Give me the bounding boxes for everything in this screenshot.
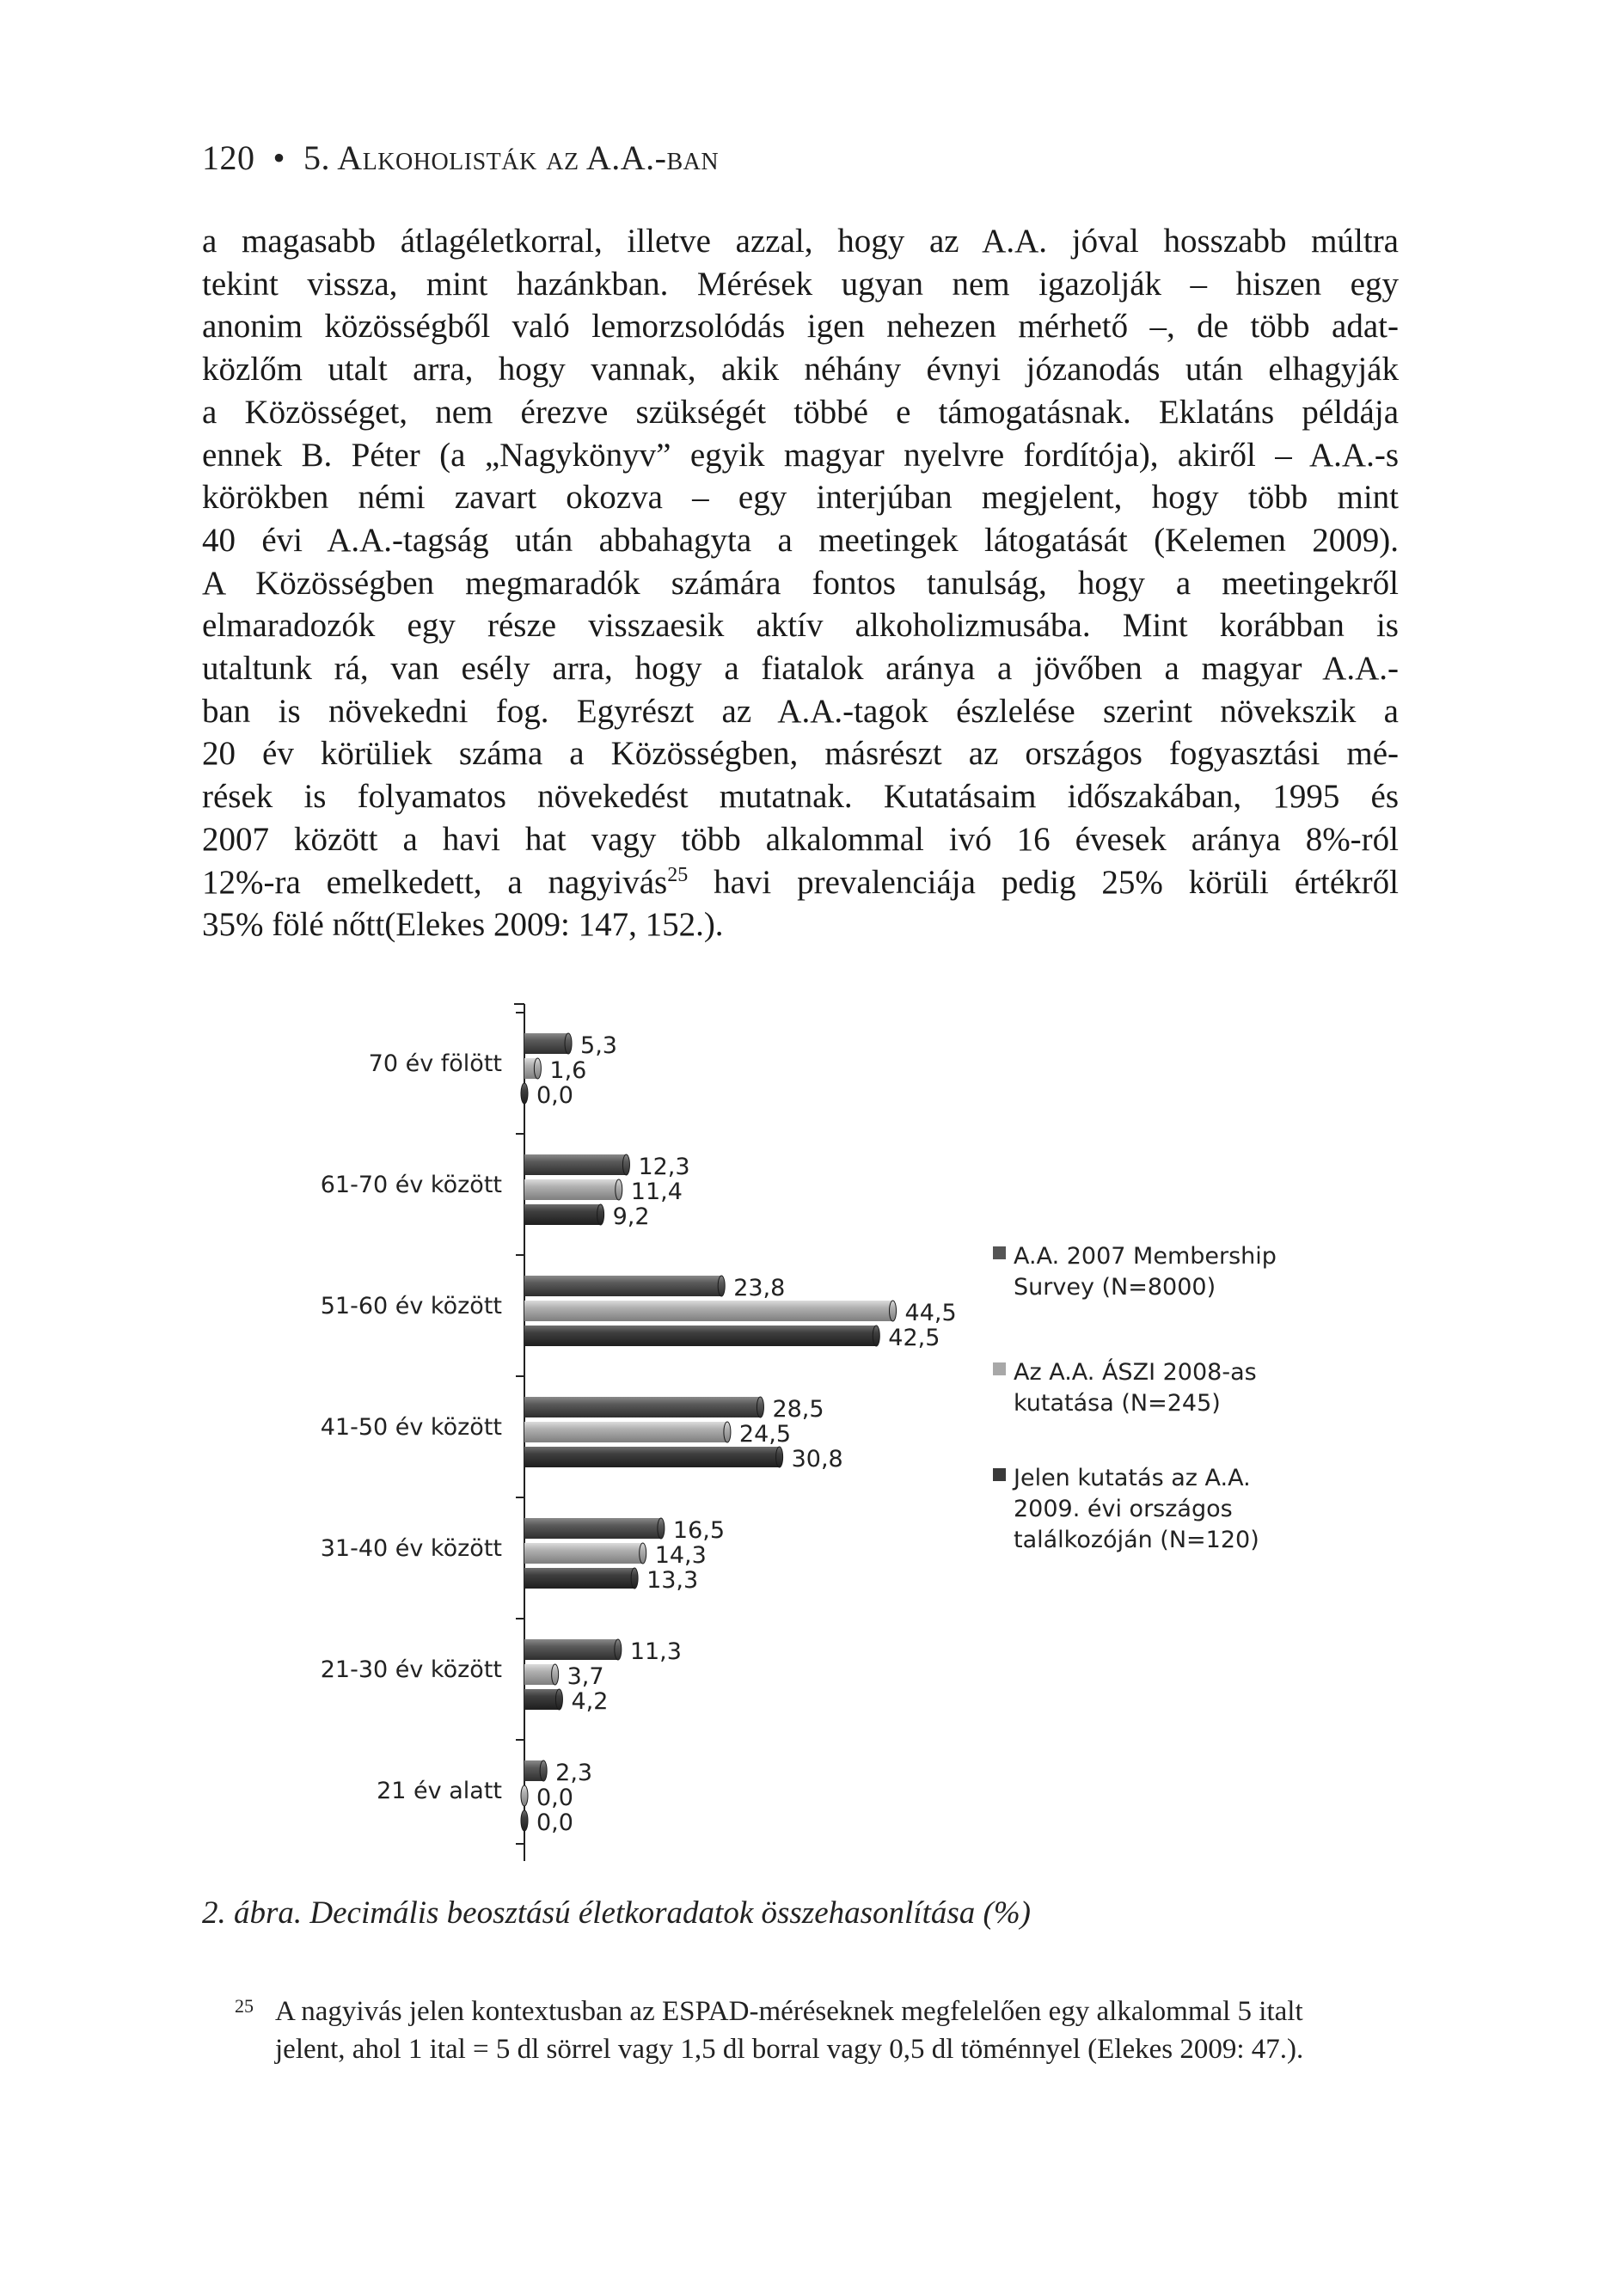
bar-cap-6-1 — [521, 1785, 528, 1806]
data-label: 12,3 — [638, 1154, 690, 1180]
bar-5-1 — [524, 1664, 555, 1685]
bar-3-2 — [524, 1447, 780, 1467]
text-line: ban is növekedni fog. Egyrészt az A.A.-tagok észlelése szerint növekszik a — [202, 692, 1399, 730]
bar-cap-0-0 — [565, 1033, 572, 1054]
text-line: 40 évi A.A.-tagság után abbahagyta a meetingek látogatását (Kelemen 2009). — [202, 521, 1399, 559]
legend-label: Jelen kutatás az A.A. — [1014, 1465, 1251, 1491]
bar-2-1 — [524, 1301, 893, 1321]
footnote-text — [275, 1993, 1401, 2068]
footnote-reference[interactable]: 25 — [667, 863, 689, 886]
bar-cap-6-2 — [521, 1810, 528, 1831]
data-label: 23,8 — [733, 1275, 786, 1301]
bar-cap-3-1 — [724, 1422, 731, 1442]
category-label: 51-60 év között — [320, 1293, 502, 1319]
data-label: 14,3 — [654, 1542, 707, 1569]
data-label: 16,5 — [672, 1517, 726, 1544]
text-line: ennek B. Péter (a „Nagykönyv” egyik magyar nyelvre fordítója), akiről – A.A.-s — [202, 436, 1399, 474]
bar-4-2 — [524, 1568, 634, 1589]
text-line: A Közösségben megmaradók számára fontos tanulság, hogy a meetingekről — [202, 564, 1399, 602]
bar-3-1 — [524, 1422, 727, 1442]
bar-cap-5-0 — [615, 1639, 622, 1660]
legend-swatch — [993, 1362, 1006, 1375]
running-head — [202, 138, 719, 178]
data-label: 28,5 — [772, 1396, 824, 1423]
bar-cap-3-0 — [757, 1397, 763, 1417]
bar-cap-2-0 — [718, 1276, 725, 1296]
bar-4-0 — [524, 1518, 661, 1539]
text-line: 20 év körüliek száma a Közösségben, másrészt az országos fogyasztási mé- — [202, 735, 1399, 773]
bar-5-2 — [524, 1689, 559, 1710]
bar-1-2 — [524, 1204, 601, 1225]
bar-1-0 — [524, 1154, 626, 1175]
bar-cap-1-1 — [616, 1179, 622, 1200]
age-distribution-chart — [292, 989, 1324, 1883]
bar-cap-0-1 — [534, 1058, 541, 1079]
bar-cap-4-1 — [640, 1543, 646, 1564]
bar-4-1 — [524, 1543, 643, 1564]
chapter-title: 5. Alkoholisták az A.A.-ban — [303, 138, 720, 177]
data-label: 11,3 — [629, 1638, 682, 1665]
footnote-line: A nagyivás jelen kontextusban az ESPAD-méréseknek megfelelően egy alkalommal 5 italt — [275, 1996, 1303, 2027]
text-line: anonim közösségből való lemorzsolódás igen nehezen mérhető –, de több adat- — [202, 308, 1399, 346]
text-line: rések is folyamatos növekedést mutatnak. Kutatásaim időszakában, 1995 és — [202, 778, 1399, 816]
category-label: 70 év fölött — [368, 1050, 502, 1077]
data-label: 5,3 — [580, 1032, 617, 1059]
bar-cap-1-0 — [622, 1154, 629, 1175]
data-label: 3,7 — [567, 1663, 604, 1690]
text-fragment: havi prevalenciája pedig 25% körüli értékről — [688, 863, 1400, 901]
category-label: 21 év alatt — [377, 1778, 502, 1804]
page-number: 120 — [202, 138, 255, 177]
text-line: a Közösséget, nem érezve szükségét többé e támogatásnak. Eklatáns példája — [202, 393, 1399, 431]
bar-cap-6-0 — [540, 1760, 547, 1781]
text-line-with-footnote — [202, 861, 1399, 904]
data-label: 2,3 — [555, 1760, 593, 1786]
legend-swatch — [993, 1468, 1006, 1481]
category-label: 31-40 év között — [320, 1535, 502, 1562]
body-paragraph — [202, 220, 1399, 946]
category-label: 61-70 év között — [320, 1172, 502, 1198]
data-label: 0,0 — [536, 1785, 573, 1811]
data-label: 0,0 — [536, 1082, 573, 1109]
bar-cap-5-1 — [552, 1664, 559, 1685]
category-label: 41-50 év között — [320, 1414, 502, 1441]
bar-0-0 — [524, 1033, 568, 1054]
legend-label: A.A. 2007 Membership — [1014, 1243, 1277, 1270]
legend-swatch — [993, 1246, 1006, 1259]
bullet-separator: • — [273, 138, 286, 177]
figure-caption: 2. ábra. Decimális beosztású életkoradatok összehasonlítása (%) — [202, 1895, 1031, 1931]
bar-cap-3-2 — [776, 1447, 783, 1467]
bar-cap-2-1 — [890, 1301, 897, 1321]
footnote-line: jelent, ahol 1 ital = 5 dl sörrel vagy 1,5 dl borral vagy 0,5 dl töménnyel (Elekes 2009: 47.). — [275, 2034, 1304, 2065]
text-line: 35% fölé nőtt(Elekes 2009: 147, 152.). — [202, 906, 724, 944]
footnote-mark: 25 — [235, 1995, 254, 2017]
legend-label: 2009. évi országos — [1014, 1496, 1233, 1522]
bar-cap-4-2 — [631, 1568, 638, 1589]
text-line: a magasabb átlagéletkorral, illetve azzal, hogy az A.A. jóval hosszabb múltra — [202, 223, 1399, 260]
bar-2-0 — [524, 1276, 721, 1296]
data-label: 9,2 — [612, 1203, 650, 1230]
text-line: elmaradozók egy része visszaesik aktív alkoholizmusába. Mint korábban is — [202, 607, 1399, 645]
bar-3-0 — [524, 1397, 760, 1417]
bar-cap-5-2 — [555, 1689, 562, 1710]
bar-cap-2-2 — [873, 1326, 879, 1346]
text-line: utaltunk rá, van esély arra, hogy a fiatalok aránya a jövőben a magyar A.A.- — [202, 650, 1399, 688]
legend-label: Survey (N=8000) — [1014, 1274, 1216, 1301]
bar-2-2 — [524, 1326, 876, 1346]
legend-label: kutatása (N=245) — [1014, 1390, 1221, 1417]
text-fragment: 12%-ra emelkedett, a nagyivás — [202, 863, 668, 901]
data-label: 1,6 — [549, 1057, 587, 1084]
data-label: 4,2 — [571, 1688, 609, 1715]
text-line: közlőm utalt arra, hogy vannak, akik néhány évnyi józanodás után elhagyják — [202, 351, 1399, 389]
legend-label: találkozóján (N=120) — [1014, 1527, 1259, 1553]
bar-cap-0-2 — [521, 1083, 528, 1104]
category-label: 21-30 év között — [320, 1656, 502, 1683]
data-label: 13,3 — [646, 1567, 699, 1594]
text-line: tekint vissza, mint hazánkban. Mérések ugyan nem igazolják – hiszen egy — [202, 265, 1399, 303]
data-label: 42,5 — [888, 1325, 940, 1351]
bar-1-1 — [524, 1179, 619, 1200]
text-line: 2007 között a havi hat vagy több alkalommal ivó 16 évesek aránya 8%-ról — [202, 820, 1399, 858]
bar-5-0 — [524, 1639, 618, 1660]
data-label: 30,8 — [791, 1446, 843, 1473]
text-line: körökben némi zavart okozva – egy interjúban megjelent, hogy több mint — [202, 479, 1399, 517]
data-label: 11,4 — [630, 1179, 683, 1205]
bar-cap-4-0 — [658, 1518, 665, 1539]
bar-cap-1-2 — [597, 1204, 604, 1225]
legend-label: Az A.A. ÁSZI 2008-as — [1014, 1359, 1257, 1386]
data-label: 24,5 — [738, 1421, 792, 1448]
data-label: 44,5 — [904, 1300, 957, 1326]
data-label: 0,0 — [536, 1809, 573, 1836]
